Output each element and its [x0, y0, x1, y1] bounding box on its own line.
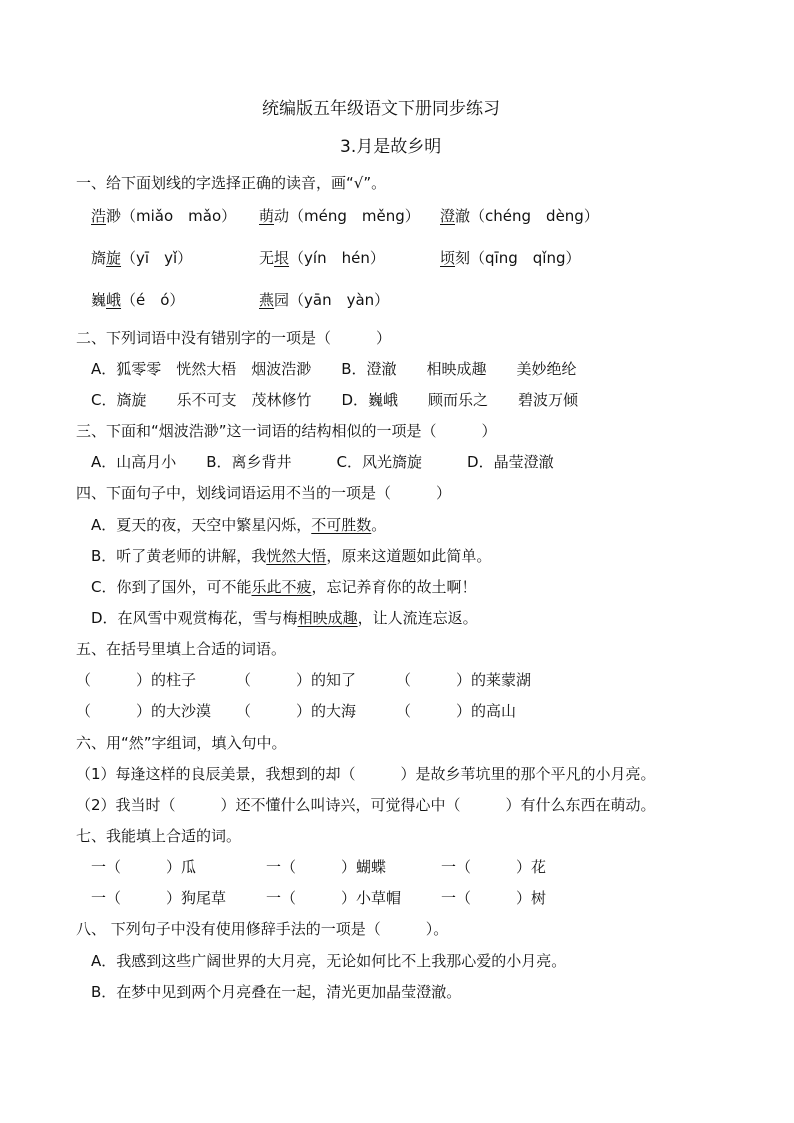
q2-option-line: A．狐零零 恍然大梧 烟波浩渺 B．澄澈 相映成趣 美妙绝纶 — [91, 360, 577, 378]
q1-item: 无垠（yín hén） — [259, 249, 385, 267]
q7-blank: 一（ ）小草帽 — [266, 889, 402, 907]
q1-item: 巍峨（é ó） — [91, 291, 185, 309]
q1-item: 顷刻（qīng qǐng） — [440, 249, 581, 267]
q5-blank: （ ）的大海 — [236, 702, 357, 720]
q5-blank: （ ）的知了 — [236, 671, 357, 689]
q3-heading: 三、下面和“烟波浩渺”这一词语的结构相似的一项是（ ） — [76, 422, 497, 440]
q4-option: C．你到了国外，可不能乐此不疲，忘记养育你的故土啊！ — [91, 578, 477, 596]
q1-item: 澄澈（chéng dèng） — [440, 207, 599, 225]
q5-heading: 五、在括号里填上合适的词语。 — [76, 640, 287, 658]
q5-blank: （ ）的高山 — [396, 702, 517, 720]
q8-option-line: A．我感到这些广阔世界的大月亮，无论如何比不上我那心爱的小月亮。 — [91, 952, 567, 970]
q7-blank: 一（ ）树 — [441, 889, 547, 907]
q7-blank: 一（ ）花 — [441, 858, 547, 876]
q4-option: A．夏天的夜，天空中繁星闪烁，不可胜数。 — [91, 516, 387, 534]
page-title: 统编版五年级语文下册同步练习 — [262, 99, 500, 119]
q4-option: B．听了黄老师的讲解，我恍然大悟，原来这道题如此简单。 — [91, 547, 492, 565]
q5-blank: （ ）的大沙漠 — [76, 702, 212, 720]
q3-option-line: A．山高月小 B．离乡背井 C．风光旖旋 D．晶莹澄澈 — [91, 453, 554, 471]
q6-sentence: （1）每逢这样的良辰美景，我想到的却（ ）是故乡苇坑里的那个平凡的小月亮。 — [76, 765, 656, 783]
q7-blank: 一（ ）瓜 — [91, 858, 197, 876]
q7-blank: 一（ ）蝴蝶 — [266, 858, 387, 876]
lesson-title: 3.月是故乡明 — [340, 137, 442, 157]
q5-blank: （ ）的莱蒙湖 — [396, 671, 532, 689]
q6-heading: 六、用“然”字组词，填入句中。 — [76, 734, 287, 752]
q5-blank: （ ）的柱子 — [76, 671, 197, 689]
q8-heading: 八、 下列句子中没有使用修辞手法的一项是（ ）。 — [76, 920, 449, 938]
q2-heading: 二、下列词语中没有错别字的一项是（ ） — [76, 329, 392, 347]
q1-item: 燕园（yān yàn） — [259, 291, 390, 309]
q1-item: 萌动（méng měng） — [259, 207, 420, 225]
q1-item: 旖旋（yī yǐ） — [91, 249, 193, 267]
q6-sentence: （2）我当时（ ）还不懂什么叫诗兴，可觉得心中（ ）有什么东西在萌动。 — [76, 796, 656, 814]
q7-blank: 一（ ）狗尾草 — [91, 889, 227, 907]
q4-option: D．在风雪中观赏梅花，雪与梅相映成趣，让人流连忘返。 — [91, 609, 478, 627]
q7-heading: 七、我能填上合适的词。 — [76, 827, 242, 845]
q8-option-line: B．在梦中见到两个月亮叠在一起，清光更加晶莹澄澈。 — [91, 983, 462, 1001]
q1-item: 浩渺（miǎo mǎo） — [91, 207, 237, 225]
q1-heading: 一、给下面划线的字选择正确的读音，画“√”。 — [76, 174, 387, 192]
q2-option-line: C．旖旋 乐不可支 茂林修竹 D．巍峨 顾而乐之 碧波万倾 — [91, 391, 579, 409]
q4-heading: 四、下面句子中，划线词语运用不当的一项是（ ） — [76, 484, 452, 502]
